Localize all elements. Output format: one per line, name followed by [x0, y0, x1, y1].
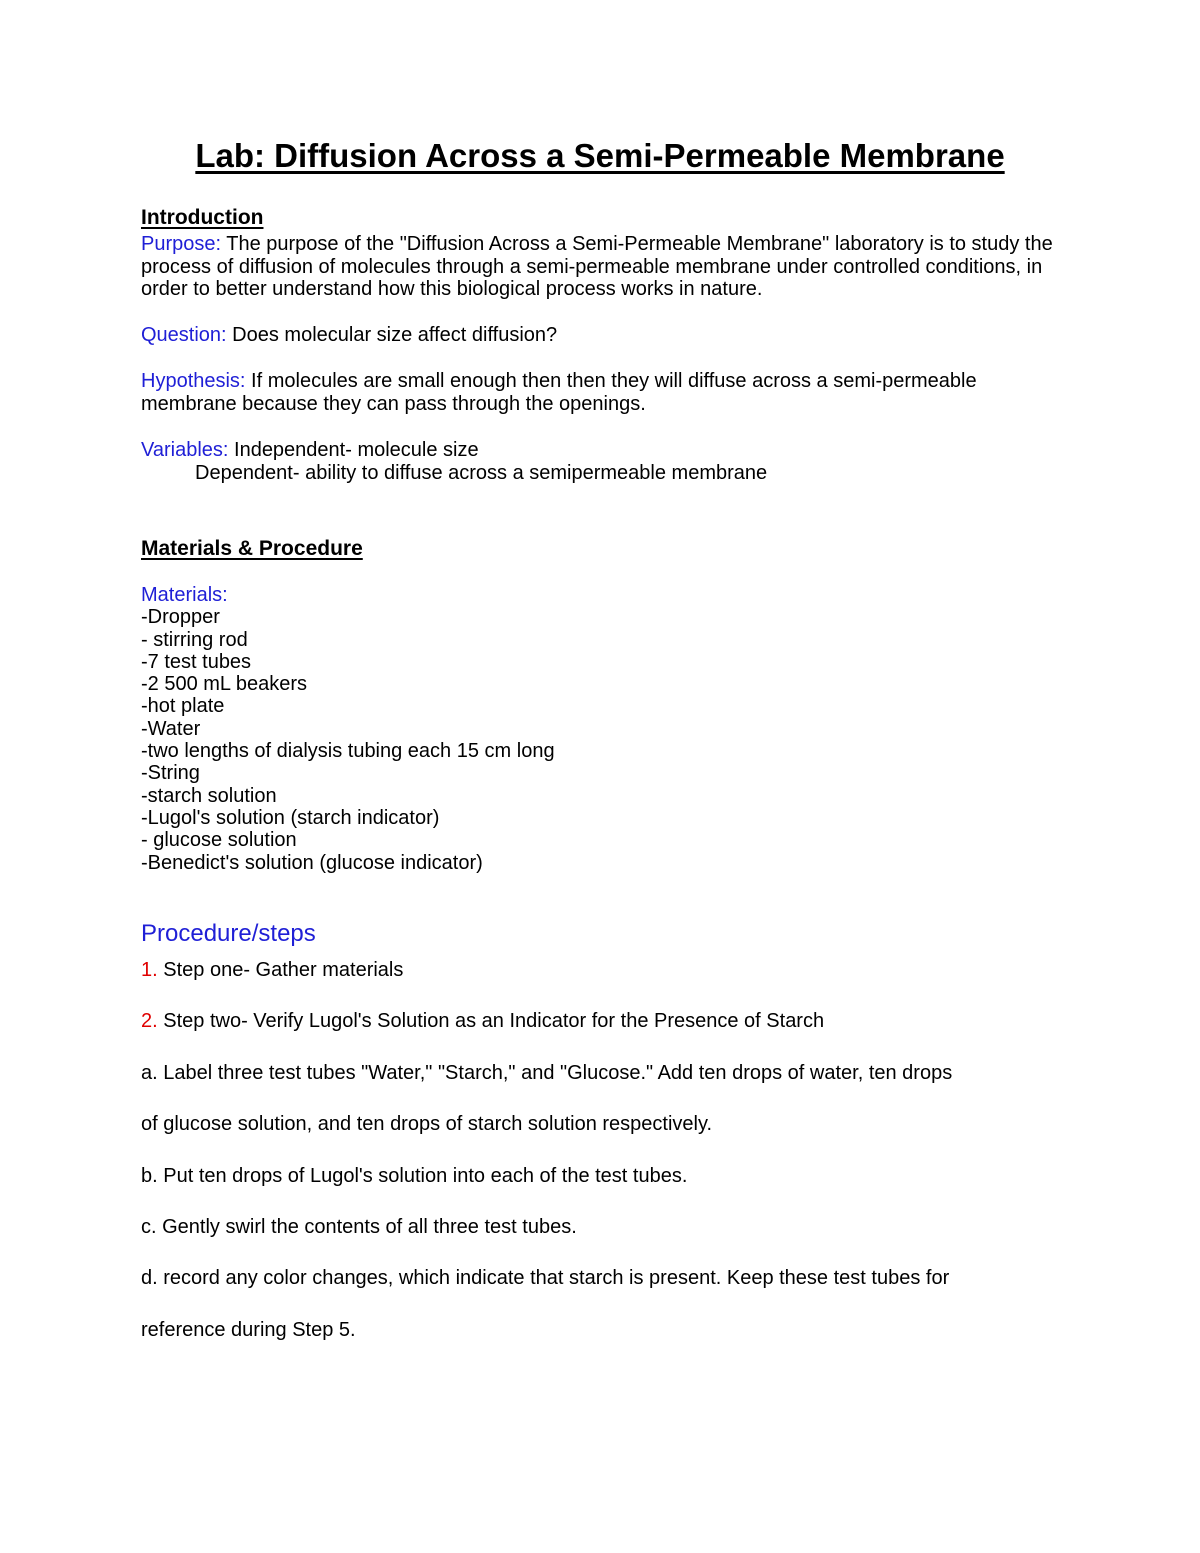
list-item: -starch solution [141, 784, 277, 807]
list-item: -two lengths of dialysis tubing each 15 cm long [141, 740, 555, 763]
step-one-text: Step one- Gather materials [157, 959, 404, 981]
substep-b: b. Put ten drops of Lugol's solution into each of the test tubes. [141, 1165, 688, 1187]
purpose-label: Purpose: [141, 233, 222, 255]
list-item: -7 test tubes [141, 650, 252, 673]
substep-d-line2: reference during Step 5. [141, 1319, 356, 1341]
step-one-number: 1. [141, 959, 158, 981]
step-two-number: 2. [141, 1010, 158, 1032]
question-text: Does molecular size affect diffusion? [226, 324, 558, 346]
step-two-text: Step two- Verify Lugol's Solution as an Indicator for the Presence of Starch [157, 1010, 825, 1032]
variables-paragraph [141, 439, 1061, 462]
substep-a-line2: of glucose solution, and ten drops of starch solution respectively. [141, 1113, 713, 1135]
question-paragraph [141, 324, 1061, 347]
document-title: Lab: Diffusion Across a Semi-Permeable Membrane [195, 137, 1005, 174]
procedure-title: Procedure/steps [141, 920, 316, 947]
variables-independent: Independent- molecule size [228, 439, 479, 461]
purpose-text: The purpose of the "Diffusion Across a Semi-Permeable Membrane" laboratory is to study the process of diffusion of molecules through a semi-permeable membrane under controlled conditions, in order to better understand how this biological process works in nature. [141, 233, 1053, 300]
list-item: -Lugol's solution (starch indicator) [141, 806, 440, 829]
materials-label: Materials: [141, 584, 228, 606]
substep-a-line1: a. Label three test tubes "Water," "Starch," and "Glucose." Add ten drops of water, ten drops [141, 1062, 953, 1084]
step-one [141, 958, 1061, 982]
question-label: Question: [141, 324, 227, 346]
step-two [141, 1009, 1061, 1033]
list-item: -String [141, 762, 200, 785]
list-item: -Dropper [141, 606, 220, 629]
list-item: - glucose solution [141, 829, 297, 852]
document-page [141, 0, 1061, 1553]
list-item: -2 500 mL beakers [141, 673, 308, 696]
hypothesis-label: Hypothesis: [141, 370, 246, 392]
purpose-paragraph [141, 233, 1061, 301]
substep-d-line1: d. record any color changes, which indicate that starch is present. Keep these test tubes for [141, 1267, 950, 1289]
substep-c: c. Gently swirl the contents of all three test tubes. [141, 1216, 577, 1238]
list-item: -Benedict's solution (glucose indicator) [141, 851, 483, 874]
variables-label: Variables: [141, 439, 229, 461]
materials-procedure-heading: Materials & Procedure [141, 537, 363, 560]
list-item: -hot plate [141, 695, 225, 718]
introduction-heading: Introduction [141, 206, 264, 229]
list-item: -Water [141, 717, 201, 740]
hypothesis-text: If molecules are small enough then then they will diffuse across a semi-permeable membrane because they can pass through the openings. [141, 370, 977, 415]
list-item: - stirring rod [141, 628, 248, 651]
materials-list [141, 584, 555, 874]
variables-dependent: Dependent- ability to diffuse across a semipermeable membrane [195, 462, 768, 484]
hypothesis-paragraph [141, 370, 1061, 415]
